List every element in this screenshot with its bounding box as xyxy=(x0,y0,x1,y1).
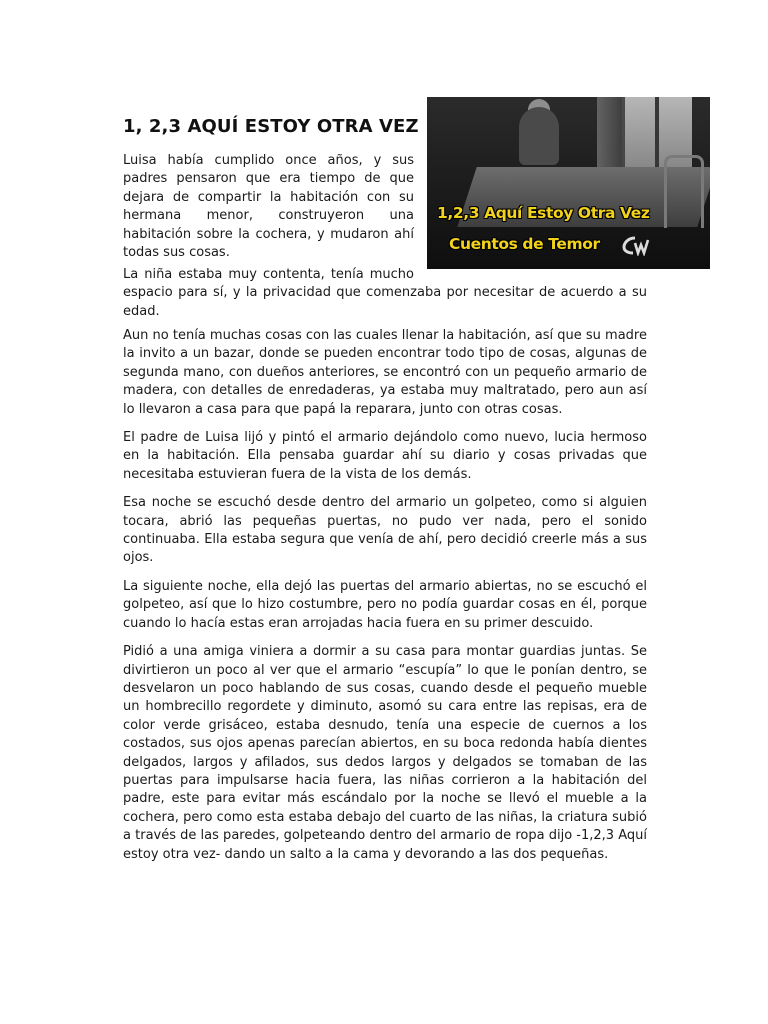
story-title: 1, 2,3 AQUÍ ESTOY OTRA VEZ xyxy=(123,116,419,137)
paragraph-5: Esa noche se escuchó desde dentro del armario un golpeteo, como si alguien tocara, abrió las pequeñas puertas, no pudo ver nada, pero el sonido continuaba. Ella estaba segura que venía de ahí, pero decidió creerle más a sus ojos. xyxy=(123,495,647,566)
cover-caption-title: 1,2,3 Aquí Estoy Otra Vez xyxy=(437,204,650,222)
story-body xyxy=(123,327,647,874)
paragraph-6: La siguiente noche, ella dejó las puertas del armario abiertas, no se escuchó el golpeteo, así que lo hizo costumbre, pero no podía guardar cosas en él, porque cuando lo hacía estas eran arrojadas hacia fuera en su primer descuido. xyxy=(123,578,647,631)
bedframe-shape xyxy=(664,155,704,228)
paragraph-7: Pidió a una amiga viniera a dormir a su casa para montar guardias juntas. Se divirtieron un poco al ver que el armario “escupía” lo que le ponían dentro, se desvelaron un poco hablando de sus cosas, cuando desde el pequeño mueble un hombrecillo regordete y diminuto, asomó su cara entre las repisas, era de color verde grisáceo, estaba desnudo, tenía una especie de cuernos a los costados, sus ojos apenas parecían abiertos, en su boca redonda había dientes delgados, largos y afilados, sus dedos largos y delgados se tomaban de las puertas para impulsarse hacia fuera, las niñas corrieron a la habitación del padre, este para evitar más escándalo por la noche se llevó el mueble a la cochera, pero como esta estaba debajo del cuarto de las niñas, la criatura subió a través de las paredes, golpeteando dentro del armario de ropa dijo -1,2,3 Aquí estoy otra vez- dando un salto a la cama y devorando a las dos pequeñas. xyxy=(123,644,647,862)
girl-figure-shape xyxy=(519,107,559,165)
paragraph-2 xyxy=(123,266,647,321)
cuentos-logo-icon xyxy=(621,234,655,256)
paragraph-2-rest: espacio para sí, y la privacidad que comenzaba por necesitar de acuerdo a su edad. xyxy=(123,285,647,319)
paragraph-2-first-line: La niña estaba muy contenta, tenía mucho xyxy=(123,267,414,282)
story-cover-image xyxy=(427,97,710,269)
cover-caption-series: Cuentos de Temor xyxy=(449,235,600,253)
paragraph-1: Luisa había cumplido once años, y sus padres pensaron que era tiempo de que dejara de compartir la habitación con su hermana menor, construyeron una habitación sobre la cochera, y mudaron ahí todas sus cosas. xyxy=(123,153,414,261)
paragraph-3: Aun no tenía muchas cosas con las cuales llenar la habitación, así que su madre la invito a un bazar, donde se pueden encontrar todo tipo de cosas, algunas de segunda mano, con dueños anteriores, se encontró con un pequeño armario de madera, con detalles de enredaderas, ya estaba muy maltratado, pero aun así lo llevaron a casa para que papá la reparara, junto con otras cosas. xyxy=(123,328,647,417)
paragraph-4: El padre de Luisa lijó y pintó el armario dejándolo como nuevo, lucia hermoso en la habitación. Ella pensaba guardar ahí su diario y cosas privadas que necesitaba estuvieran fuera de la vista de los demás. xyxy=(123,430,647,482)
